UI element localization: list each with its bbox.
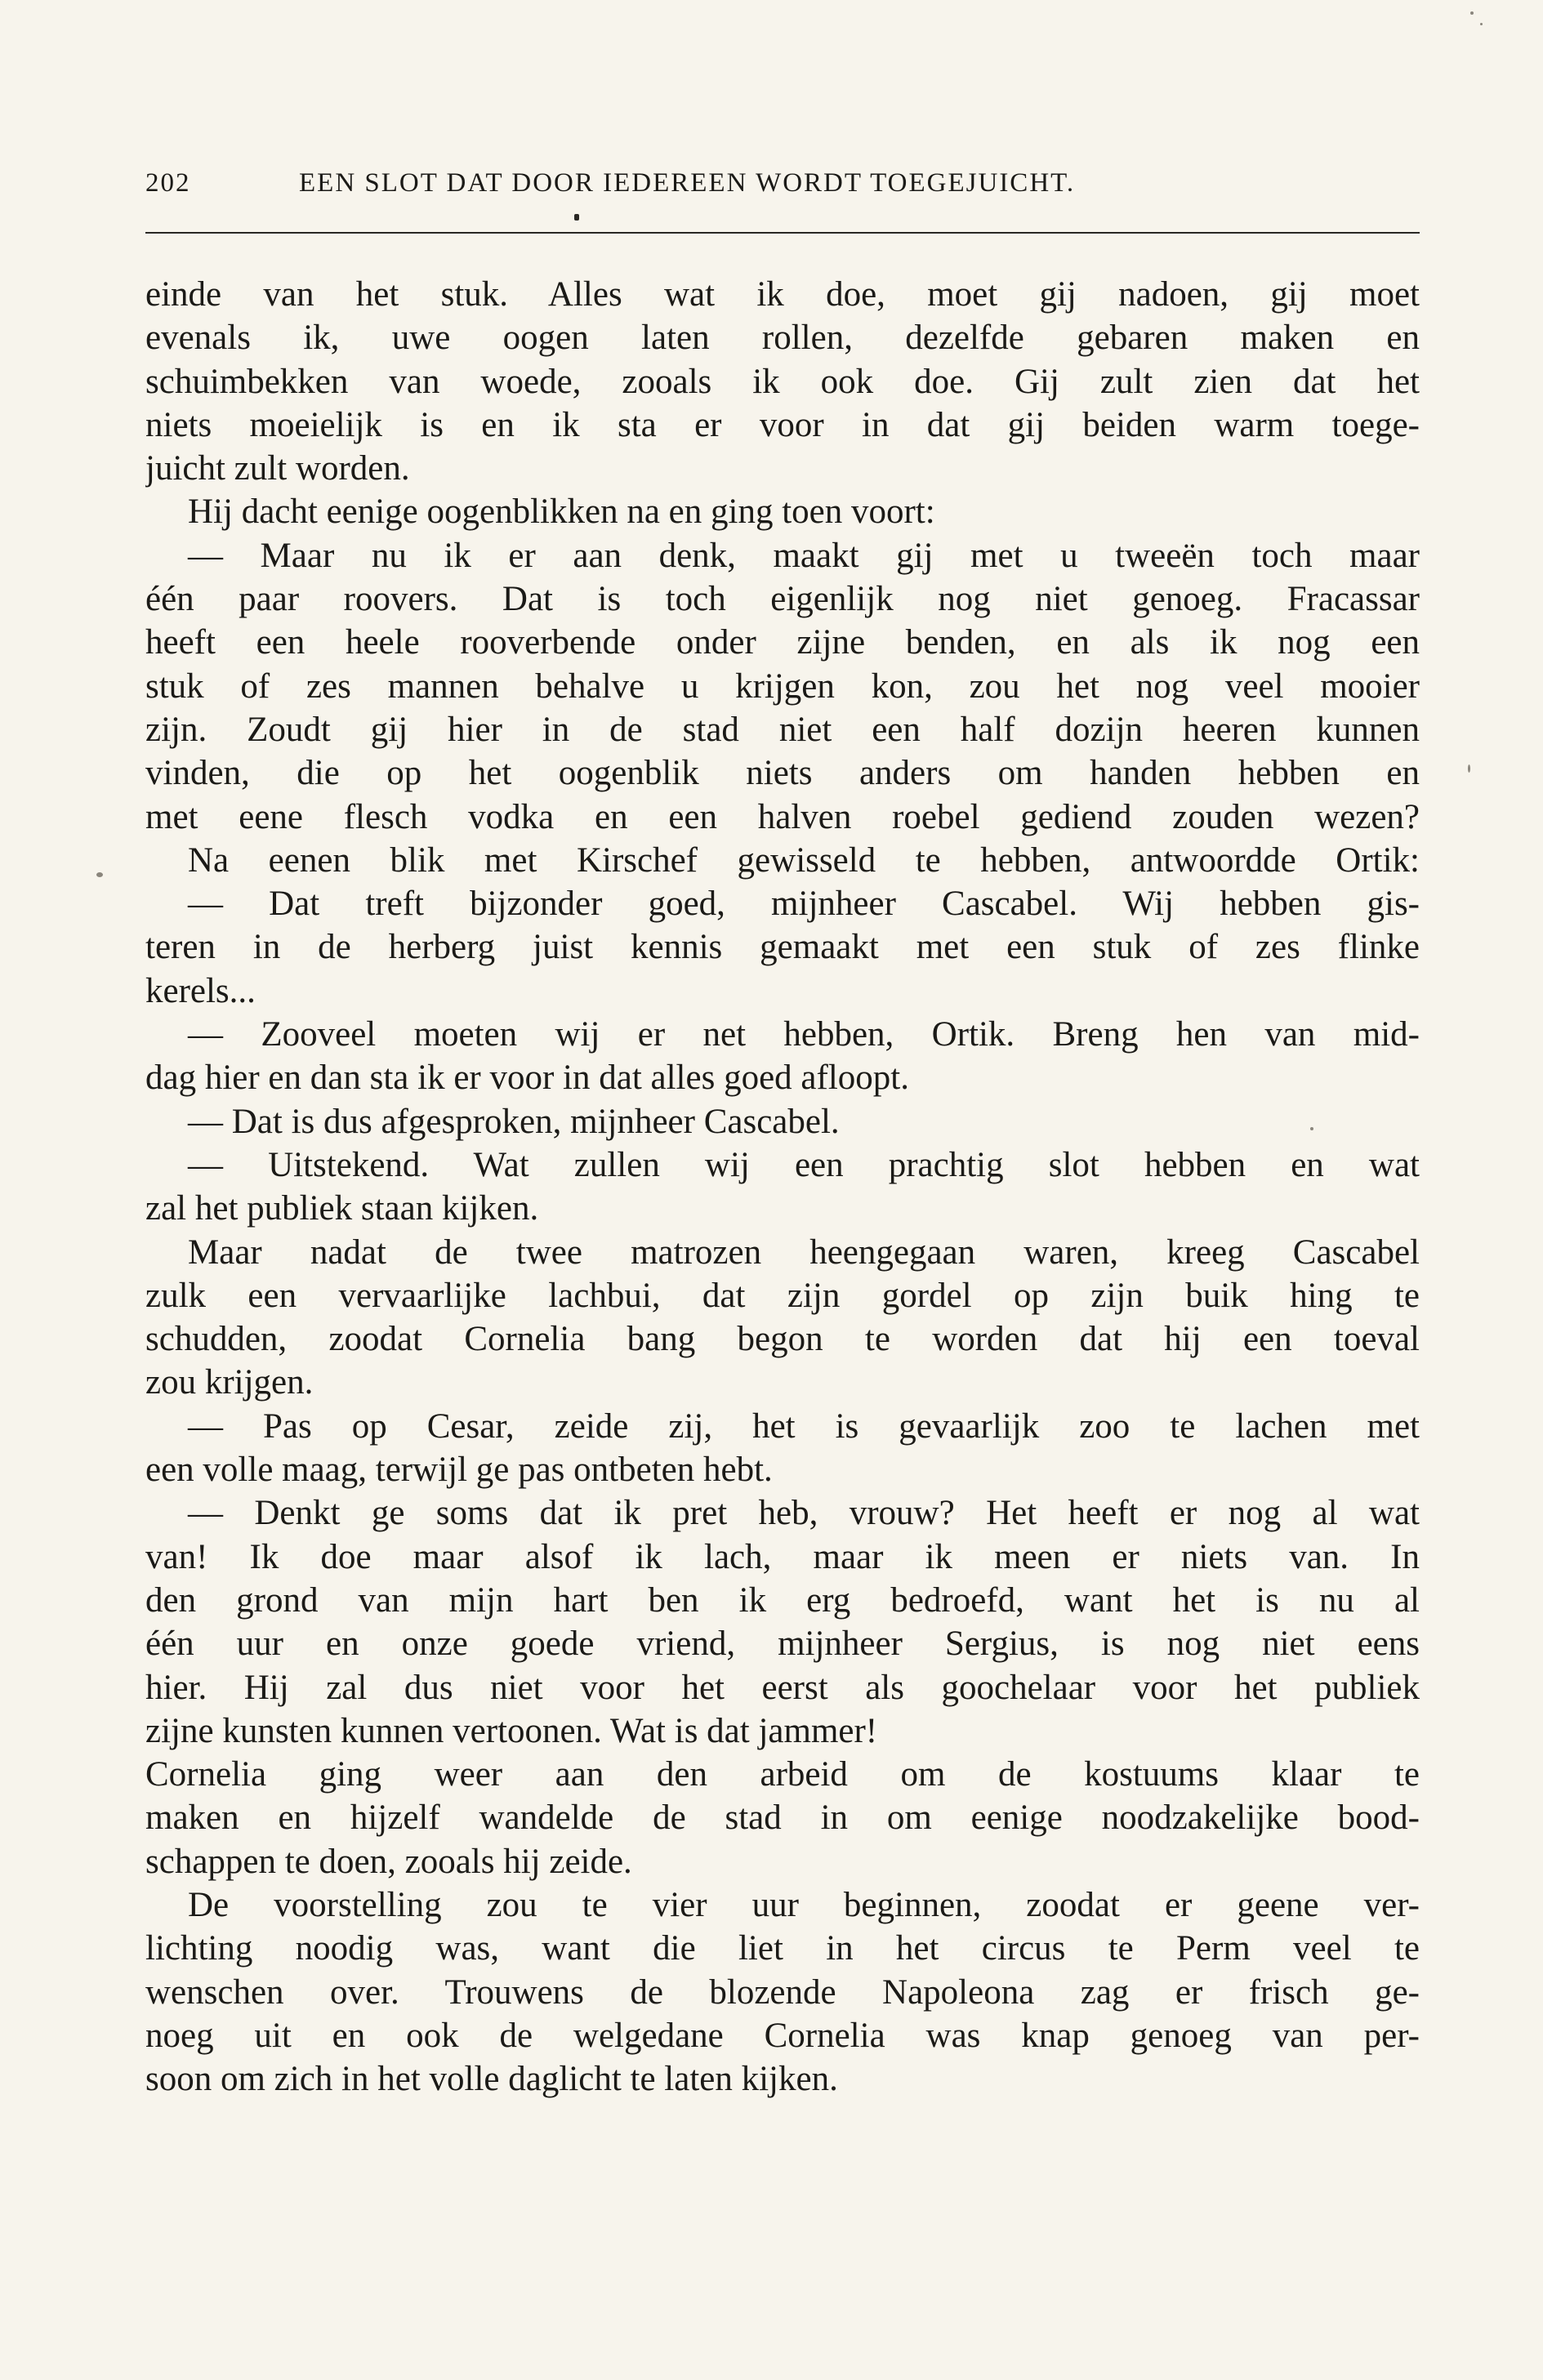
text-line: hier. Hij zal dus niet voor het eerst als goochelaar voor het publiek <box>145 1668 1420 1707</box>
text-line: noeg uit en ook de welgedane Cornelia was knap genoeg van per- <box>145 2016 1420 2055</box>
text-line: schappen te doen, zooals hij zeide. <box>145 1842 632 1881</box>
printer-mark <box>574 214 579 221</box>
text-line: — Zooveel moeten wij er net hebben, Ortik. Breng hen van mid- <box>188 1015 1420 1054</box>
text-line: één uur en onze goede vriend, mijnheer Sergius, is nog niet eens <box>145 1625 1420 1664</box>
text-line: wenschen over. Trouwens de blozende Napoleona zag er frisch ge- <box>145 1972 1420 2012</box>
print-speck <box>1470 11 1474 15</box>
text-line: maken en hijzelf wandelde de stad in om eenige noodzakelijke bood- <box>145 1798 1420 1838</box>
text-line: De voorstelling zou te vier uur beginnen, zoodat er geene ver- <box>188 1885 1420 1924</box>
text-line: van! Ik doe maar alsof ik lach, maar ik meen er niets van. In <box>145 1537 1420 1576</box>
text-line: soon om zich in het volle daglicht te laten kijken. <box>145 2060 838 2099</box>
text-line: — Dat treft bijzonder goed, mijnheer Cascabel. Wij hebben gis- <box>188 885 1420 924</box>
text-line: evenals ik, uwe oogen laten rollen, dezelfde gebaren maken en <box>145 319 1420 358</box>
text-line: — Pas op Cesar, zeide zij, het is gevaarlijk zoo te lachen met <box>188 1406 1420 1446</box>
print-speck <box>1480 23 1483 25</box>
text-line: den grond van mijn hart ben ik erg bedroefd, want het is nu al <box>145 1580 1420 1620</box>
text-line: één paar roovers. Dat is toch eigenlijk nog niet genoeg. Fracassar <box>145 580 1420 619</box>
print-speck <box>96 872 103 877</box>
text-line: niets moeielijk is en ik sta er voor in dat gij beiden warm toege- <box>145 405 1420 444</box>
text-line: — Dat is dus afgesproken, mijnheer Cascabel. <box>188 1102 840 1141</box>
header-rule <box>145 232 1420 234</box>
text-line: Maar nadat de twee matrozen heengegaan waren, kreeg Cascabel <box>188 1232 1420 1272</box>
text-line: zal het publiek staan kijken. <box>145 1189 539 1228</box>
text-line: kerels... <box>145 971 256 1010</box>
text-line: zou krijgen. <box>145 1363 314 1402</box>
text-line: schudden, zoodat Cornelia bang begon te worden dat hij een toeval <box>145 1320 1420 1359</box>
text-line: schuimbekken van woede, zooals ik ook doe. Gij zult zien dat het <box>145 362 1420 401</box>
text-line: Cornelia ging weer aan den arbeid om de kostuums klaar te <box>145 1755 1420 1794</box>
text-line: juicht zult worden. <box>145 449 410 488</box>
text-line: met eene flesch vodka en een halven roebel gediend zouden wezen? <box>145 797 1420 836</box>
page-number: 202 <box>145 168 191 198</box>
text-line: lichting noodig was, want die liet in het circus te Perm veel te <box>145 1929 1420 1968</box>
text-line: zijn. Zoudt gij hier in de stad niet een half dozijn heeren kunnen <box>145 710 1420 749</box>
text-line: Na eenen blik met Kirschef gewisseld te hebben, antwoordde Ortik: <box>188 840 1420 880</box>
text-line: einde van het stuk. Alles wat ik doe, moet gij nadoen, gij moet <box>145 275 1420 314</box>
text-line: — Denkt ge soms dat ik pret heb, vrouw? Het heeft er nog al wat <box>188 1494 1420 1533</box>
running-title: EEN SLOT DAT DOOR IEDEREEN WORDT TOEGEJUICHT. <box>299 168 1076 198</box>
text-line: zulk een vervaarlijke lachbui, dat zijn gordel op zijn buik hing te <box>145 1276 1420 1315</box>
text-line: een volle maag, terwijl ge pas ontbeten hebt. <box>145 1451 773 1490</box>
text-line: dag hier en dan sta ik er voor in dat alles goed afloopt. <box>145 1059 909 1098</box>
running-head <box>145 168 1420 209</box>
body-text <box>145 273 1420 2101</box>
print-speck <box>1468 764 1470 773</box>
text-line: stuk of zes mannen behalve u krijgen kon, zou het nog veel mooier <box>145 666 1420 706</box>
text-line: heeft een heele rooverbende onder zijne benden, en als ik nog een <box>145 623 1420 662</box>
text-line: teren in de herberg juist kennis gemaakt met een stuk of zes flinke <box>145 928 1420 967</box>
text-line: — Uitstekend. Wat zullen wij een prachtig slot hebben en wat <box>188 1145 1420 1184</box>
print-speck <box>1310 1127 1313 1130</box>
text-line: zijne kunsten kunnen vertoonen. Wat is dat jammer! <box>145 1711 878 1750</box>
text-line: — Maar nu ik er aan denk, maakt gij met u tweeën toch maar <box>188 536 1420 575</box>
text-line: vinden, die op het oogenblik niets anders om handen hebben en <box>145 754 1420 793</box>
text-line: Hij dacht eenige oogenblikken na en ging toen voort: <box>188 492 935 532</box>
